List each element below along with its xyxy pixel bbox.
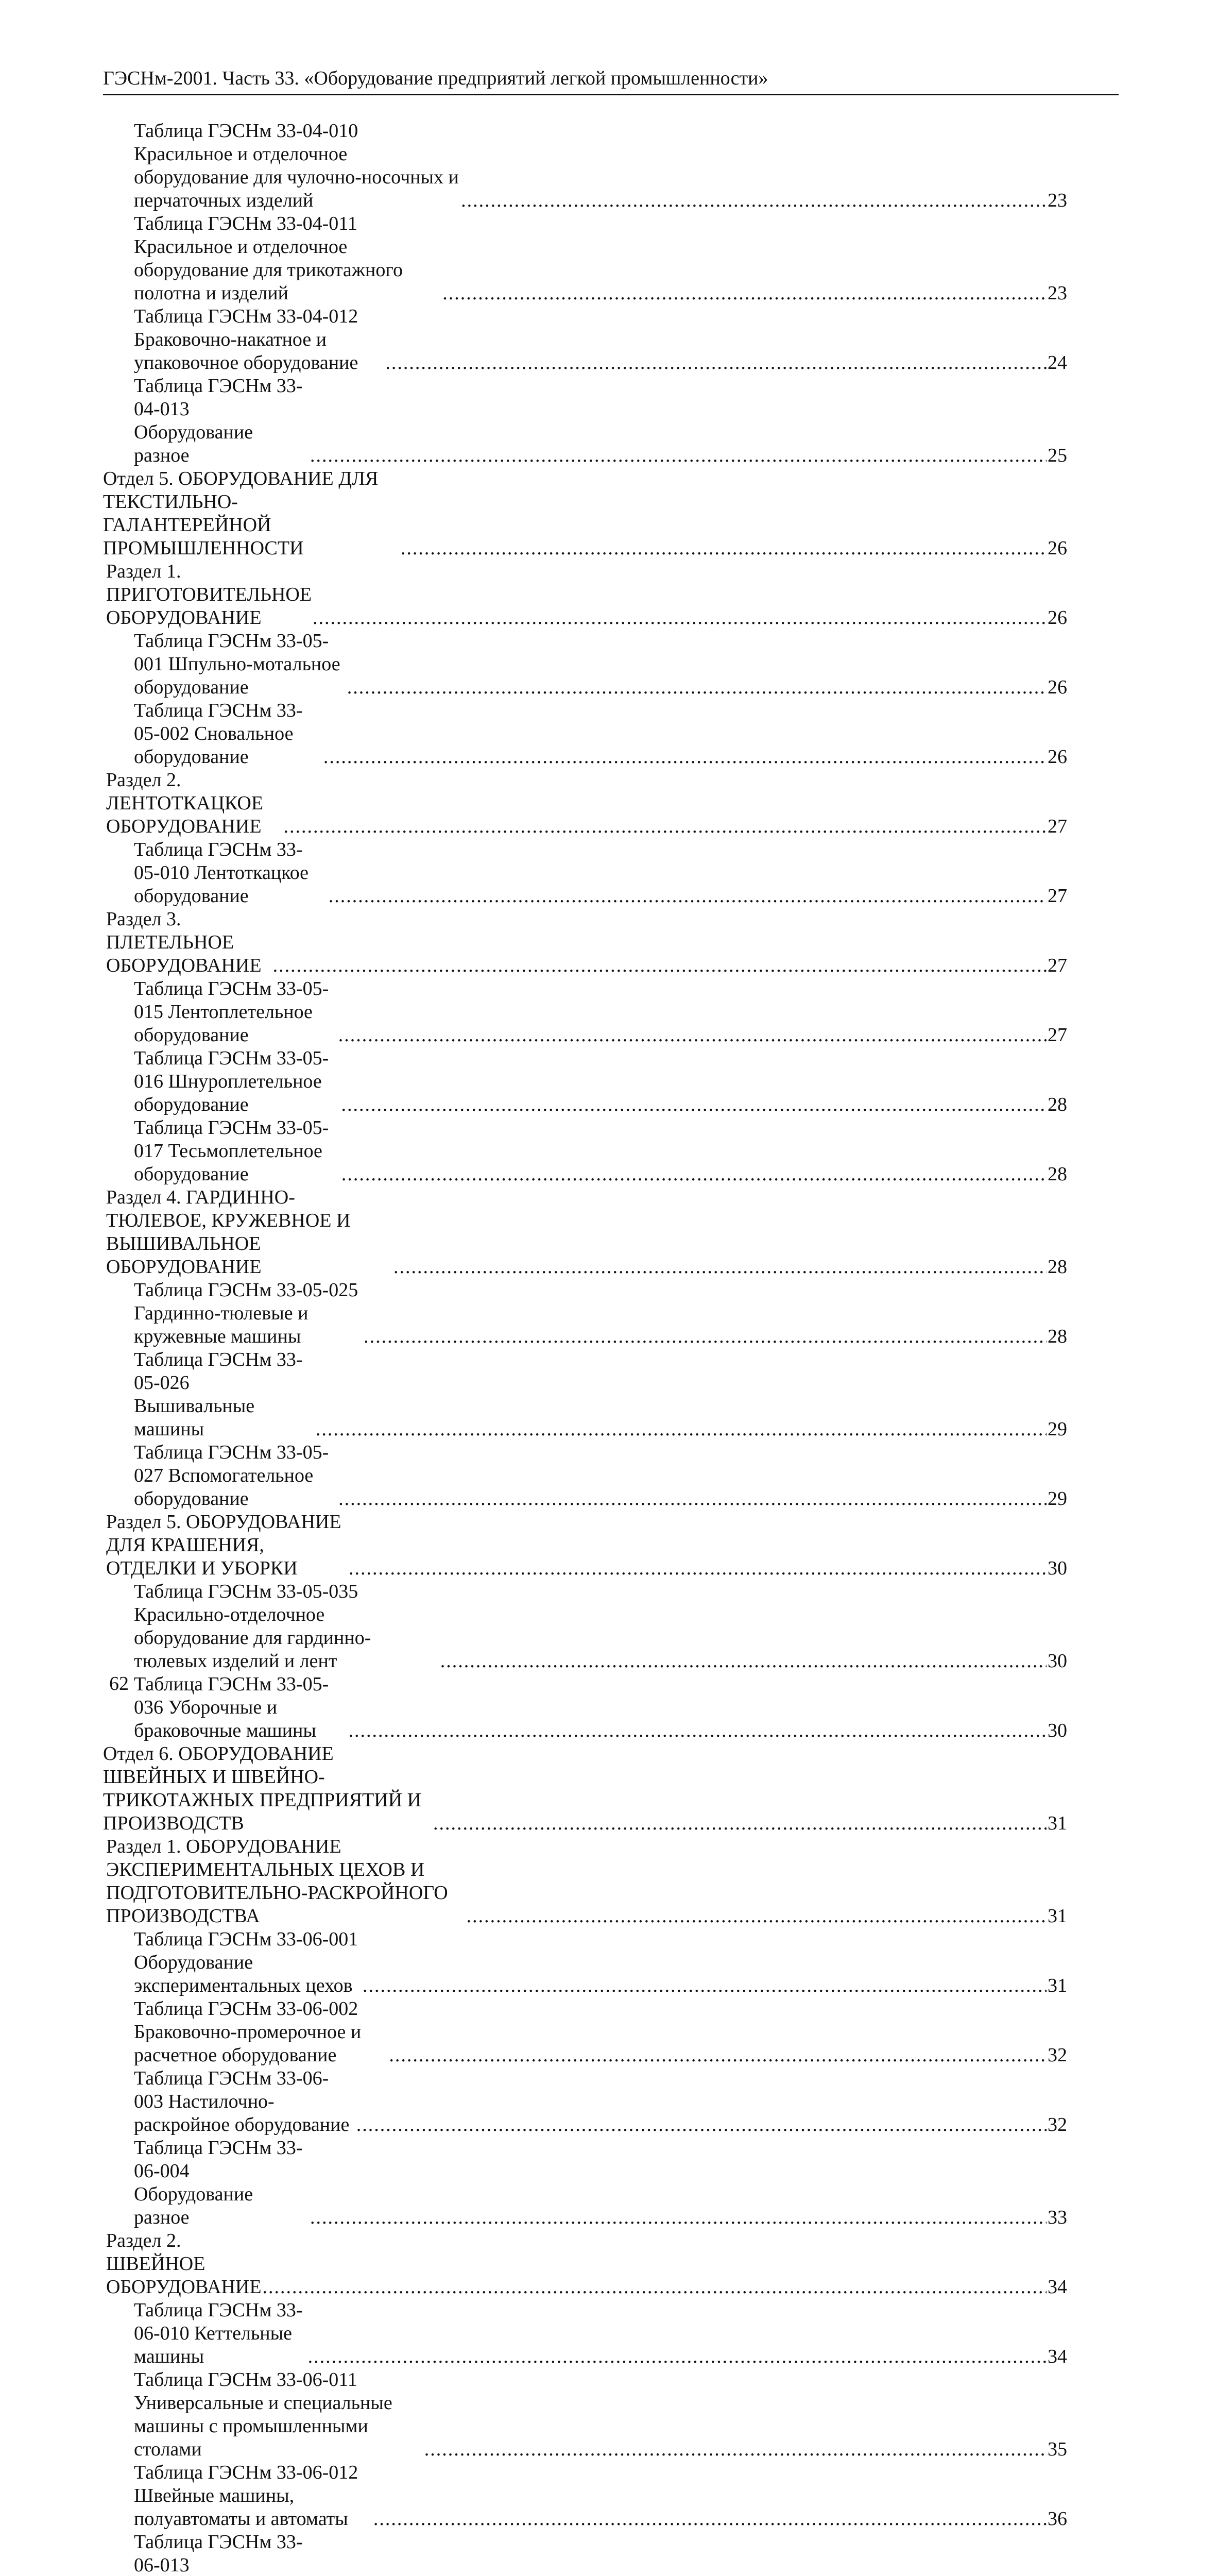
toc-entry-title: Таблица ГЭСНм 33-06-004 Оборудование разное — [134, 2137, 303, 2228]
dot-leader — [263, 2276, 1047, 2299]
toc-entry-page: 29 — [1048, 1418, 1067, 1440]
toc-entry-page: 32 — [1048, 2114, 1067, 2136]
toc-entry-title: Таблица ГЭСНм 33-05-027 Вспомогательное оборудование — [134, 1442, 329, 1510]
header-rule — [103, 94, 1119, 95]
toc-entry-title: Раздел 5. ОБОРУДОВАНИЕ ДЛЯ КРАШЕНИЯ, ОТДЕЛКИ И УБОРКИ — [106, 1511, 341, 1579]
toc-entry — [103, 2531, 1067, 2576]
toc-entry-page: 26 — [1048, 746, 1067, 768]
toc-entry — [103, 699, 1067, 769]
dot-leader — [467, 1905, 1047, 1928]
toc-entry-page: 27 — [1048, 955, 1067, 976]
toc-entry — [103, 1580, 1067, 1673]
toc-entry — [103, 1186, 1067, 1279]
dot-leader — [313, 606, 1047, 630]
table-of-contents — [103, 120, 1067, 2576]
toc-entry — [103, 2229, 1067, 2299]
toc-entry — [103, 375, 1067, 467]
toc-entry-title: Таблица ГЭСНм 33-04-010 Красильное и отделочное оборудование для чулочно-носочных и перчаточных изделий — [134, 120, 459, 211]
toc-entry — [103, 212, 1067, 305]
toc-entry — [103, 1928, 1067, 1997]
toc-entry-page: 27 — [1048, 885, 1067, 907]
dot-leader — [356, 2113, 1047, 2137]
toc-entry-title: Таблица ГЭСНм 33-04-011 Красильное и отделочное оборудование для трикотажного полотна и изделий — [134, 213, 403, 304]
dot-leader — [341, 1163, 1047, 1186]
dot-leader — [440, 1650, 1047, 1673]
toc-entry — [103, 560, 1067, 630]
toc-entry-page: 34 — [1048, 2346, 1067, 2367]
toc-entry-title: Таблица ГЭСНм 33-04-012 Браковочно-накатное и упаковочное оборудование — [134, 306, 358, 374]
toc-entry-title: Таблица ГЭСНм 33-06-011 Универсальные и специальные машины с промышленными столами — [134, 2369, 392, 2460]
dot-leader — [323, 745, 1047, 769]
toc-entry-title: Раздел 1. ОБОРУДОВАНИЕ ЭКСПЕРИМЕНТАЛЬНЫХ ЦЕХОВ И ПОДГОТОВИТЕЛЬНО-РАСКРОЙНОГО ПРОИЗВОДСТВА — [106, 1836, 448, 1927]
toc-entry-page: 28 — [1048, 1163, 1067, 1185]
toc-entry-title: Таблица ГЭСНм 33-05-016 Шнуроплетельное оборудование — [134, 1047, 329, 1115]
toc-entry-page: 35 — [1048, 2438, 1067, 2460]
toc-entry-title: Отдел 6. ОБОРУДОВАНИЕ ШВЕЙНЫХ И ШВЕЙНО-ТРИКОТАЖНЫХ ПРЕДПРИЯТИЙ И ПРОИЗВОДСТВ — [103, 1743, 422, 1834]
toc-entry-title: Раздел 2. ШВЕЙНОЕ ОБОРУДОВАНИЕ — [106, 2230, 262, 2298]
toc-entry-page: 33 — [1048, 2207, 1067, 2228]
toc-entry-title: Таблица ГЭСНм 33-06-003 Настилочно-раскройное оборудование — [134, 2067, 350, 2136]
toc-entry-page: 31 — [1048, 1812, 1067, 1834]
toc-entry-page: 24 — [1048, 352, 1067, 374]
toc-entry-page: 28 — [1048, 1256, 1067, 1278]
toc-entry — [103, 1742, 1067, 1835]
toc-entry-title: Таблица ГЭСНм 33-05-002 Сновальное оборудование — [134, 700, 303, 768]
dot-leader — [310, 444, 1047, 467]
toc-entry-title: Таблица ГЭСНм 33-05-036 Уборочные и браковочные машины — [134, 1673, 329, 1741]
dot-leader — [341, 1093, 1047, 1116]
toc-entry-page: 27 — [1048, 816, 1067, 837]
dot-leader — [401, 537, 1047, 560]
dot-leader — [433, 1812, 1047, 1835]
toc-entry-title: Раздел 2. ЛЕНТОТКАЦКОЕ ОБОРУДОВАНИЕ — [106, 769, 264, 837]
toc-entry-page: 25 — [1048, 445, 1067, 466]
dot-leader — [461, 189, 1047, 212]
dot-leader — [385, 351, 1047, 375]
toc-entry — [103, 630, 1067, 699]
dot-leader — [284, 815, 1047, 838]
toc-entry-page: 28 — [1048, 1326, 1067, 1347]
toc-entry — [103, 1511, 1067, 1580]
toc-entry-page: 32 — [1048, 2044, 1067, 2066]
dot-leader — [338, 1487, 1047, 1511]
toc-entry-title: Таблица ГЭСНм 33-04-013 Оборудование разное — [134, 375, 303, 466]
dot-leader — [389, 2044, 1047, 2067]
toc-entry-page: 28 — [1048, 1094, 1067, 1115]
dot-leader — [348, 1719, 1047, 1742]
toc-entry-title: Раздел 3. ПЛЕТЕЛЬНОЕ ОБОРУДОВАНИЕ — [106, 908, 262, 976]
dot-leader — [373, 2507, 1047, 2531]
toc-entry — [103, 305, 1067, 375]
toc-entry — [103, 977, 1067, 1047]
toc-entry-page: 26 — [1048, 607, 1067, 629]
toc-entry — [103, 838, 1067, 908]
toc-entry — [103, 2067, 1067, 2137]
toc-entry-title: Таблица ГЭСНм 33-06-001 Оборудование экспериментальных цехов — [134, 1928, 358, 1996]
toc-entry-page: 31 — [1048, 1975, 1067, 1996]
toc-entry — [103, 1348, 1067, 1441]
toc-entry-page: 30 — [1048, 1720, 1067, 1741]
toc-entry-page: 29 — [1048, 1488, 1067, 1510]
toc-entry — [103, 1997, 1067, 2067]
toc-entry — [103, 2461, 1067, 2531]
toc-entry-title: Раздел 4. ГАРДИННО-ТЮЛЕВОЕ, КРУЖЕВНОЕ И ВЫШИВАЛЬНОЕ ОБОРУДОВАНИЕ — [106, 1187, 351, 1278]
toc-entry — [103, 2137, 1067, 2229]
toc-entry-page: 23 — [1048, 282, 1067, 304]
dot-leader — [349, 1557, 1047, 1580]
toc-entry-title: Таблица ГЭСНм 33-06-010 Кеттельные машины — [134, 2299, 303, 2367]
dot-leader — [424, 2438, 1047, 2461]
toc-entry-title: Таблица ГЭСНм 33-05-017 Тесьмоплетельное оборудование — [134, 1117, 329, 1185]
toc-entry-title: Таблица ГЭСНм 33-05-025 Гардинно-тюлевые и кружевные машины — [134, 1279, 358, 1347]
dot-leader — [363, 1974, 1047, 1997]
dot-leader — [316, 1418, 1047, 1441]
toc-entry — [103, 1835, 1067, 1928]
page-number: 62 — [109, 1673, 129, 1694]
dot-leader — [329, 885, 1047, 908]
toc-entry-page: 31 — [1048, 1905, 1067, 1927]
toc-entry — [103, 908, 1067, 977]
toc-entry-title: Таблица ГЭСНм 33-06-012 Швейные машины, полуавтоматы и автоматы — [134, 2462, 358, 2530]
dot-leader — [338, 1024, 1047, 1047]
toc-entry-page: 36 — [1048, 2508, 1067, 2530]
dot-leader — [364, 1325, 1047, 1348]
toc-entry — [103, 1441, 1067, 1511]
toc-entry-title: Отдел 5. ОБОРУДОВАНИЕ ДЛЯ ТЕКСТИЛЬНО-ГАЛАНТЕРЕЙНОЙ ПРОМЫШЛЕННОСТИ — [103, 468, 379, 559]
toc-entry — [103, 2368, 1067, 2461]
toc-entry-title: Таблица ГЭСНм 33-06-013 — [134, 2531, 303, 2576]
toc-entry — [103, 2299, 1067, 2368]
toc-entry-title: Таблица ГЭСНм 33-05-035 Красильно-отделочное оборудование для гардинно-тюлевых изделий и лент — [134, 1581, 371, 1672]
dot-leader — [308, 2345, 1047, 2368]
toc-entry — [103, 1116, 1067, 1186]
toc-entry-page: 26 — [1048, 676, 1067, 698]
toc-entry-title: Таблица ГЭСНм 33-05-015 Лентоплетельное оборудование — [134, 978, 329, 1046]
toc-entry — [103, 1279, 1067, 1348]
toc-entry-title: Раздел 1. ПРИГОТОВИТЕЛЬНОЕ ОБОРУДОВАНИЕ — [106, 561, 312, 629]
toc-entry — [103, 1673, 1067, 1742]
dot-leader — [393, 1256, 1047, 1279]
toc-entry-title: Таблица ГЭСНм 33-05-001 Шпульно-мотальное оборудование — [134, 630, 340, 698]
dot-leader — [442, 282, 1047, 305]
toc-entry-page: 26 — [1048, 537, 1067, 559]
toc-entry-page: 23 — [1048, 190, 1067, 211]
toc-entry-page: 30 — [1048, 1650, 1067, 1672]
toc-entry — [103, 1047, 1067, 1116]
toc-entry-title: Таблица ГЭСНм 33-05-010 Лентоткацкое оборудование — [134, 839, 309, 907]
dot-leader — [310, 2206, 1047, 2229]
toc-entry — [103, 769, 1067, 838]
toc-entry-page: 30 — [1048, 1557, 1067, 1579]
toc-entry-title: Таблица ГЭСНм 33-06-002 Браковочно-промерочное и расчетное оборудование — [134, 1998, 362, 2066]
dot-leader — [273, 954, 1047, 977]
dot-leader — [347, 676, 1047, 699]
toc-entry — [103, 467, 1067, 560]
running-header: ГЭСНм-2001. Часть 33. «Оборудование предприятий легкой промышленности» — [103, 67, 768, 89]
toc-entry-page: 34 — [1048, 2276, 1067, 2298]
toc-entry-page: 27 — [1048, 1024, 1067, 1046]
toc-entry — [103, 120, 1067, 212]
toc-entry-title: Таблица ГЭСНм 33-05-026 Вышивальные машины — [134, 1349, 303, 1440]
